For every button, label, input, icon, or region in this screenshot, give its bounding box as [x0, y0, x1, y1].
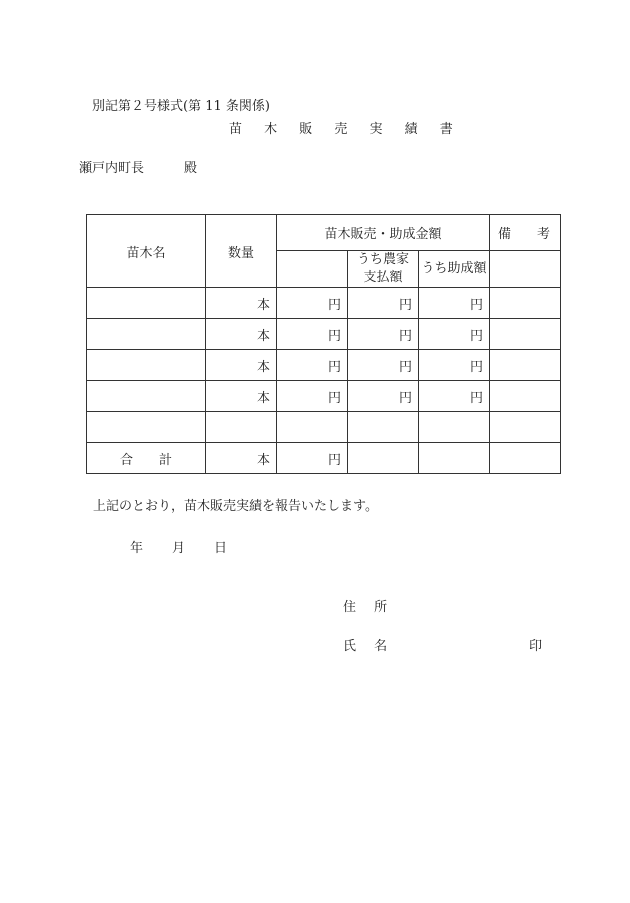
cell-remarks — [490, 412, 561, 443]
honorific: 殿 — [184, 161, 198, 176]
cell-quantity-unit: 本 — [206, 350, 277, 381]
table-row — [87, 288, 561, 319]
cell-remarks — [490, 350, 561, 381]
header-row — [87, 215, 561, 251]
cell-farmer-unit: 円 — [348, 350, 419, 381]
date-month: 月 — [172, 541, 186, 556]
cell-amount-unit: 円 — [277, 288, 348, 319]
table-row — [87, 350, 561, 381]
cell-subsidy-unit: 円 — [419, 381, 490, 412]
total-farmer-blank — [348, 443, 419, 474]
header-farmer-line-2: 支払額 — [363, 270, 403, 285]
table-row — [87, 381, 561, 412]
cell-amount-unit: 円 — [277, 319, 348, 350]
header-farmer-line-1: うち農家 — [356, 252, 409, 267]
cell-subsidy-unit — [419, 412, 490, 443]
total-quantity-unit: 本 — [206, 443, 277, 474]
header-subsidy: うち助成額 — [419, 251, 490, 288]
cell-amount-unit: 円 — [277, 381, 348, 412]
closing-statement: 上記のとおり，苗木販売実績を報告いたします。 — [93, 499, 378, 514]
date-year: 年 — [130, 541, 144, 556]
addressee: 瀬戸内町長 — [79, 161, 145, 176]
header-remarks-right: 考 — [537, 227, 551, 242]
total-remarks-blank — [490, 443, 561, 474]
cell-quantity-unit: 本 — [206, 319, 277, 350]
cell-amount-unit: 円 — [277, 350, 348, 381]
cell-subsidy-unit: 円 — [419, 319, 490, 350]
header-quantity: 数量 — [206, 215, 277, 288]
cell-quantity-unit: 本 — [206, 381, 277, 412]
cell-remarks — [490, 288, 561, 319]
header-amount-group: 苗木販売・助成金額 — [277, 215, 490, 251]
total-row — [87, 443, 561, 474]
cell-name — [87, 288, 206, 319]
date-line — [130, 537, 227, 556]
document-title: 苗 木 販 売 実 績 書 — [229, 122, 462, 137]
header-name: 苗木名 — [87, 215, 206, 288]
cell-quantity-unit — [206, 412, 277, 443]
header-farmer-payment — [348, 251, 419, 288]
cell-subsidy-unit: 円 — [419, 350, 490, 381]
header-remarks-blank — [490, 251, 561, 288]
table-row — [87, 412, 561, 443]
cell-farmer-unit: 円 — [348, 319, 419, 350]
cell-remarks — [490, 381, 561, 412]
cell-name — [87, 350, 206, 381]
header-remarks — [490, 215, 561, 251]
cell-quantity-unit: 本 — [206, 288, 277, 319]
cell-farmer-unit: 円 — [348, 381, 419, 412]
cell-amount-unit — [277, 412, 348, 443]
cell-subsidy-unit: 円 — [419, 288, 490, 319]
total-subsidy-blank — [419, 443, 490, 474]
header-amount-blank — [277, 251, 348, 288]
table-row — [87, 319, 561, 350]
total-amount-unit: 円 — [277, 443, 348, 474]
address-label: 住 所 — [343, 600, 395, 615]
name-label: 氏 名 — [343, 639, 395, 654]
seal-mark: 印 — [529, 639, 543, 654]
cell-farmer-unit: 円 — [348, 288, 419, 319]
cell-name — [87, 381, 206, 412]
total-label: 合 計 — [87, 443, 206, 474]
sales-record-table — [86, 214, 561, 474]
cell-name — [87, 412, 206, 443]
cell-farmer-unit — [348, 412, 419, 443]
cell-name — [87, 319, 206, 350]
form-reference: 別記第２号様式(第 11 条関係) — [92, 99, 270, 114]
date-day: 日 — [214, 541, 228, 556]
header-remarks-left: 備 — [498, 227, 512, 242]
cell-remarks — [490, 319, 561, 350]
